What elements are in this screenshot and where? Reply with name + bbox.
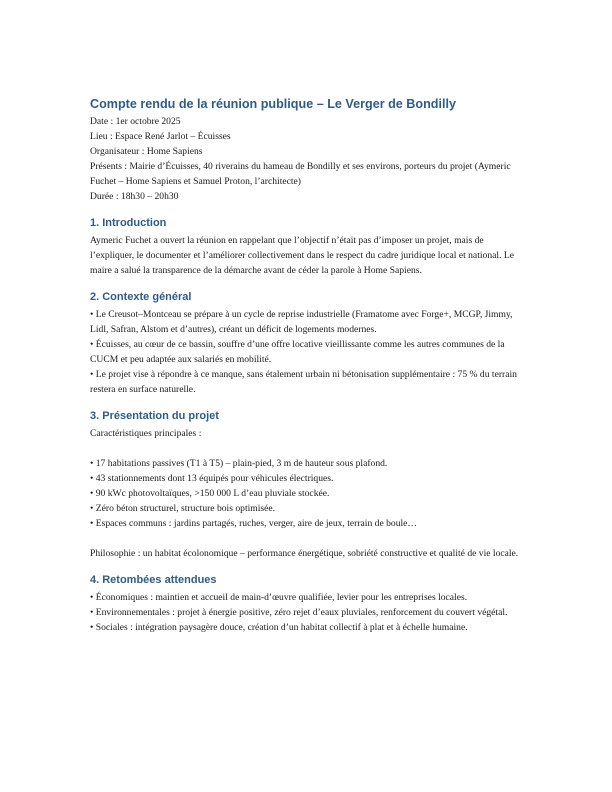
meta-location: Lieu : Espace René Jarlot – Écuisses xyxy=(90,131,231,142)
retombees-bullet: • Sociales : intégration paysagère douce, création d’un habitat collectif à plat et à échelle humaine. xyxy=(90,622,468,633)
document-content xyxy=(90,96,522,635)
section-introduction-text: Aymeric Fuchet a ouvert la réunion en rappelant que l’objectif n’était pas d’imposer un projet, mais de l’expliquer, le documenter et l’améliorer collectivement dans le respect du cadre juridique local et national. Le maire a salué la transparence de la démarche avant de céder la parole à Home Sapiens. xyxy=(90,235,514,276)
retombees-bullet: • Environnementales : projet à énergie positive, zéro rejet d’eaux pluviales, renforcement du couvert végétal. xyxy=(90,607,508,618)
section-retombees-title: 4. Retombées attendues xyxy=(90,574,217,586)
contexte-bullet: • Écuisses, au cœur de ce bassin, souffre d’une offre locative vieillissante comme les autres communes de la CUCM et peu adaptée aux salariés en mobilité. xyxy=(90,339,505,365)
projet-bullet: • 43 stationnements dont 13 équipés pour véhicules électriques. xyxy=(90,473,334,484)
projet-bullet: • Zéro béton structurel, structure bois optimisée. xyxy=(90,503,276,514)
projet-bullet: • 90 kWc photovoltaïques, >150 000 L d’eau pluviale stockée. xyxy=(90,488,330,499)
projet-philosophy: Philosophie : un habitat écolonomique – performance énergétique, sobriété constructive et qualité de vie locale. xyxy=(90,548,519,559)
spacer xyxy=(90,531,522,546)
meta-organizer: Organisateur : Home Sapiens xyxy=(90,146,203,157)
section-contexte-title: 2. Contexte général xyxy=(90,291,192,303)
section-projet-title: 3. Présentation du projet xyxy=(90,410,219,422)
section-introduction-title: 1. Introduction xyxy=(90,217,167,229)
retombees-bullet: • Économiques : maintien et accueil de main-d’œuvre qualifiée, levier pour les entreprises locales. xyxy=(90,592,468,603)
meta-date: Date : 1er octobre 2025 xyxy=(90,116,181,127)
contexte-bullet: • Le Creusot–Montceau se prépare à un cycle de reprise industrielle (Framatome avec Forge+, MCGP, Jimmy, Lidl, Safran, Alstom et d’autres), créant un déficit de logements modernes. xyxy=(90,309,513,335)
meta-attendees: Présents : Mairie d’Écuisses, 40 riverains du hameau de Bondilly et ses environs, porteurs du projet (Aymeric Fuchet – Home Sapiens et Samuel Proton, l’architecte) xyxy=(90,161,511,187)
document-title: Compte rendu de la réunion publique – Le Verger de Bondilly xyxy=(90,97,456,111)
projet-intro: Caractéristiques principales : xyxy=(90,428,202,439)
spacer xyxy=(90,441,522,456)
meta-duration: Durée : 18h30 – 20h30 xyxy=(90,191,179,202)
projet-bullet: • Espaces communs : jardins partagés, ruches, verger, aire de jeux, terrain de boule… xyxy=(90,518,418,529)
meta-block xyxy=(90,114,522,204)
contexte-bullet: • Le projet vise à répondre à ce manque, sans étalement urbain ni bétonisation supplémentaire : 75 % du terrain restera en surface naturelle. xyxy=(90,369,517,395)
projet-bullet: • 17 habitations passives (T1 à T5) – plain-pied, 3 m de hauteur sous plafond. xyxy=(90,458,388,469)
